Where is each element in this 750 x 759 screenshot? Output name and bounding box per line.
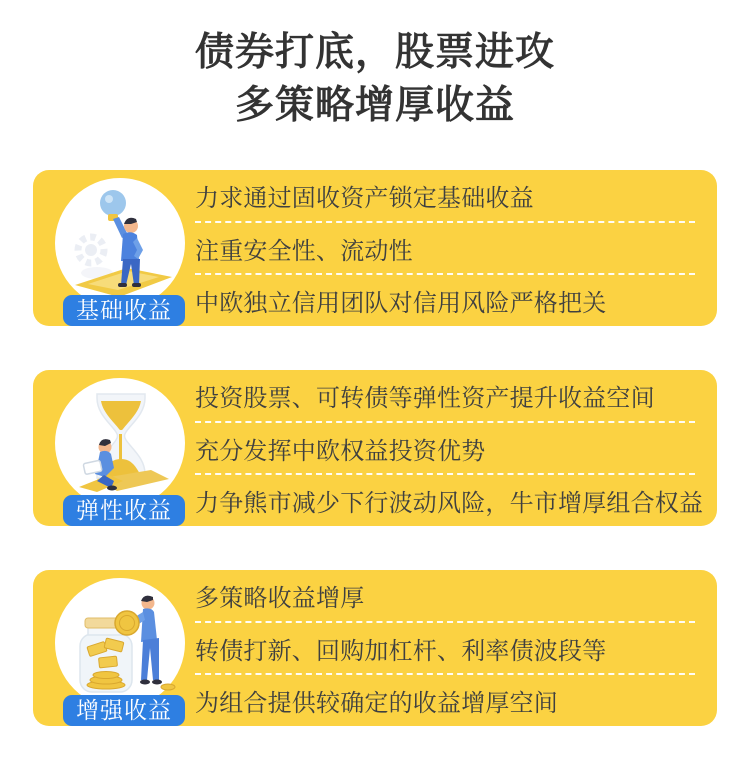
page-title	[0, 0, 750, 132]
card-text-line: 充分发挥中欧权益投资优势	[195, 437, 486, 465]
badge-enhanced-income: 增强收益	[63, 695, 185, 726]
card-flexible-income	[33, 370, 717, 526]
strategy-cards	[0, 170, 750, 726]
badge-flexible-income: 弹性收益	[63, 495, 185, 526]
card-text-line: 投资股票、可转债等弹性资产提升收益空间	[195, 384, 655, 412]
card-enhanced-income	[33, 570, 717, 726]
person-raising-lightbulb-icon	[55, 178, 185, 308]
card-flexible-text	[195, 370, 707, 526]
title-line-2: 多策略增厚收益	[234, 84, 515, 127]
coin-jar-person-icon	[55, 578, 185, 708]
card-basic-income	[33, 170, 717, 326]
badge-basic-income: 基础收益	[63, 295, 185, 326]
card-text-line: 转债打新、回购加杠杆、利率债波段等	[195, 637, 607, 665]
card-text-line: 力求通过固收资产锁定基础收益	[195, 184, 534, 212]
card-basic-text	[195, 170, 707, 326]
card-text-line: 为组合提供较确定的收益增厚空间	[195, 690, 558, 718]
card-text-line: 中欧独立信用团队对信用风险严格把关	[195, 290, 607, 318]
hourglass-person-laptop-icon	[55, 378, 185, 508]
card-text-line: 力争熊市减少下行波动风险，牛市增厚组合权益	[195, 490, 704, 518]
card-enhanced-text	[195, 570, 707, 726]
card-text-line: 注重安全性、流动性	[195, 237, 413, 265]
title-line-1: 债券打底，股票进攻	[194, 31, 555, 74]
card-text-line: 多策略收益增厚	[195, 584, 365, 612]
